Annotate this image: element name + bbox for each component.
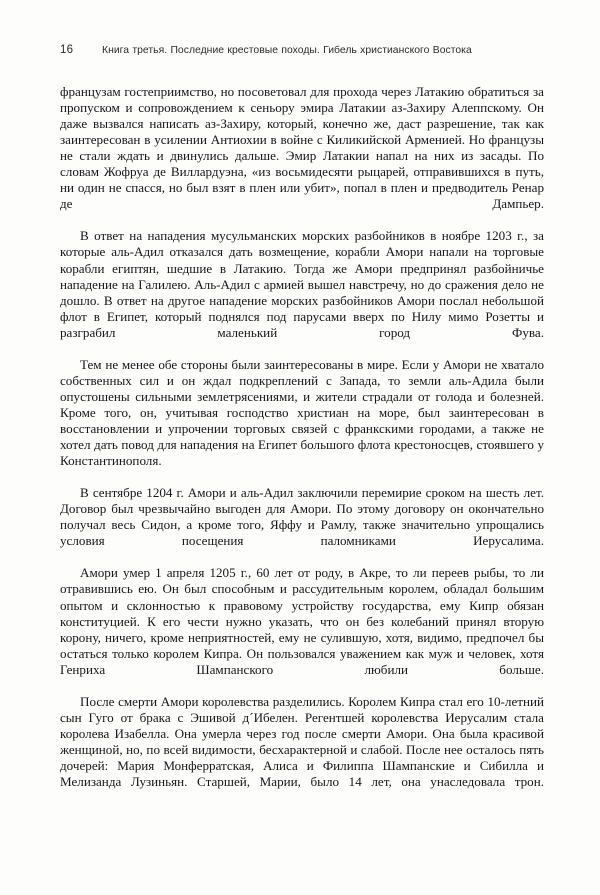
paragraph: Амори умер 1 апреля 1205 г., 60 лет от роду, в Акре, то ли переев рыбы, то ли отравившись ею. Он был способным и рассудительным королем, обладал большим опытом и склонностью к правовому устройству государства, ему Кипр обязан конституцией. К его чести нужно указать, что он без колебаний принял вторую корону, ничего, кроме неприятностей, ему не сулившую, хотя, видимо, предпочел бы остаться только королем Кипра. Он пользовался уважением как муж и человек, хотя Генриха Шампанского любили больше. — [60, 565, 544, 677]
page-number: 16 — [60, 44, 74, 56]
running-head-title: Книга третья. Последние крестовые походы. Гибель христианского Востока — [102, 45, 472, 56]
paragraph: Тем не менее обе стороны были заинтересованы в мире. Если у Амори не хватало собственных сил и он ждал подкреплений с Запада, то земли аль-Адила были опустошены сильными землетрясениями, и жители страдали от голода и болезней. Кроме того, он, учитывая господство христиан на море, был заинтересован в восстановлении и упрочении торговых связей с франкскими городами, а также не хотел дать повод для нападения на Египет большого флота крестоносцев, стоявшего у Константинополя. — [60, 356, 544, 469]
running-head — [60, 44, 544, 62]
paragraph: После смерти Амори королевства разделились. Королем Кипра стал его 10-летний сын Гуго от брака с Эшивой д´Ибелен. Регентшей королевства Иерусалим стала королева Изабелла. Она умерла через год после смерти Амори. Она была красивой женщиной, но, по всей видимости, бесхарактерной и слабой. После нее осталось пять дочерей: Мария Монферратская, Алиса и Филиппа Шампанские и Сибилла и Мелизанда Лузиньян. Старшей, Марии, было 14 лет, она унаследовала трон. — [60, 693, 544, 790]
paragraph: В сентябре 1204 г. Амори и аль-Адил заключили перемирие сроком на шесть лет. Договор был чрезвычайно выгоден для Амори. По этому договору он окончательно получал весь Сидон, а кроме того, Яффу и Рамлу, также значительно упрощались условия посещения паломниками Иерусалима. — [60, 485, 544, 549]
body-text-block — [60, 84, 544, 806]
paragraph: французам гостеприимство, но посоветовал для прохода через Латакию обратиться за пропуском и сопровождением к сеньору эмира Латакии аз-Захиру Алеппскому. Он даже вызвался написать аз-Захиру, который, конечно же, даст разрешение, так как заинтересован в усилении Антиохии в войне с Киликийской Арменией. Но французы не стали ждать и двинулись дальше. Эмир Латакии напал на них из засады. По словам Жофруа де Виллардуэна, «из восьмидесяти рыцарей, отправившихся в путь, ни один не спасся, но был взят в плен или убит», попал в плен и предводитель Ренар де Дампьер. — [60, 84, 544, 212]
paragraph: В ответ на нападения мусульманских морских разбойников в ноябре 1203 г., за которые аль-Адил отказался дать возмещение, корабли Амори напали на торговые корабли египтян, шедшие в Латакию. Тогда же Амори предпринял разбойничье нападение на Галилею. Аль-Адил с армией вышел навстречу, но до сражения дело не дошло. В ответ на другое нападение морских разбойников Амори послал небольшой флот в Египет, который поднялся под парусами вверх по Нилу мимо Розетты и разграбил маленький город Фува. — [60, 228, 544, 340]
